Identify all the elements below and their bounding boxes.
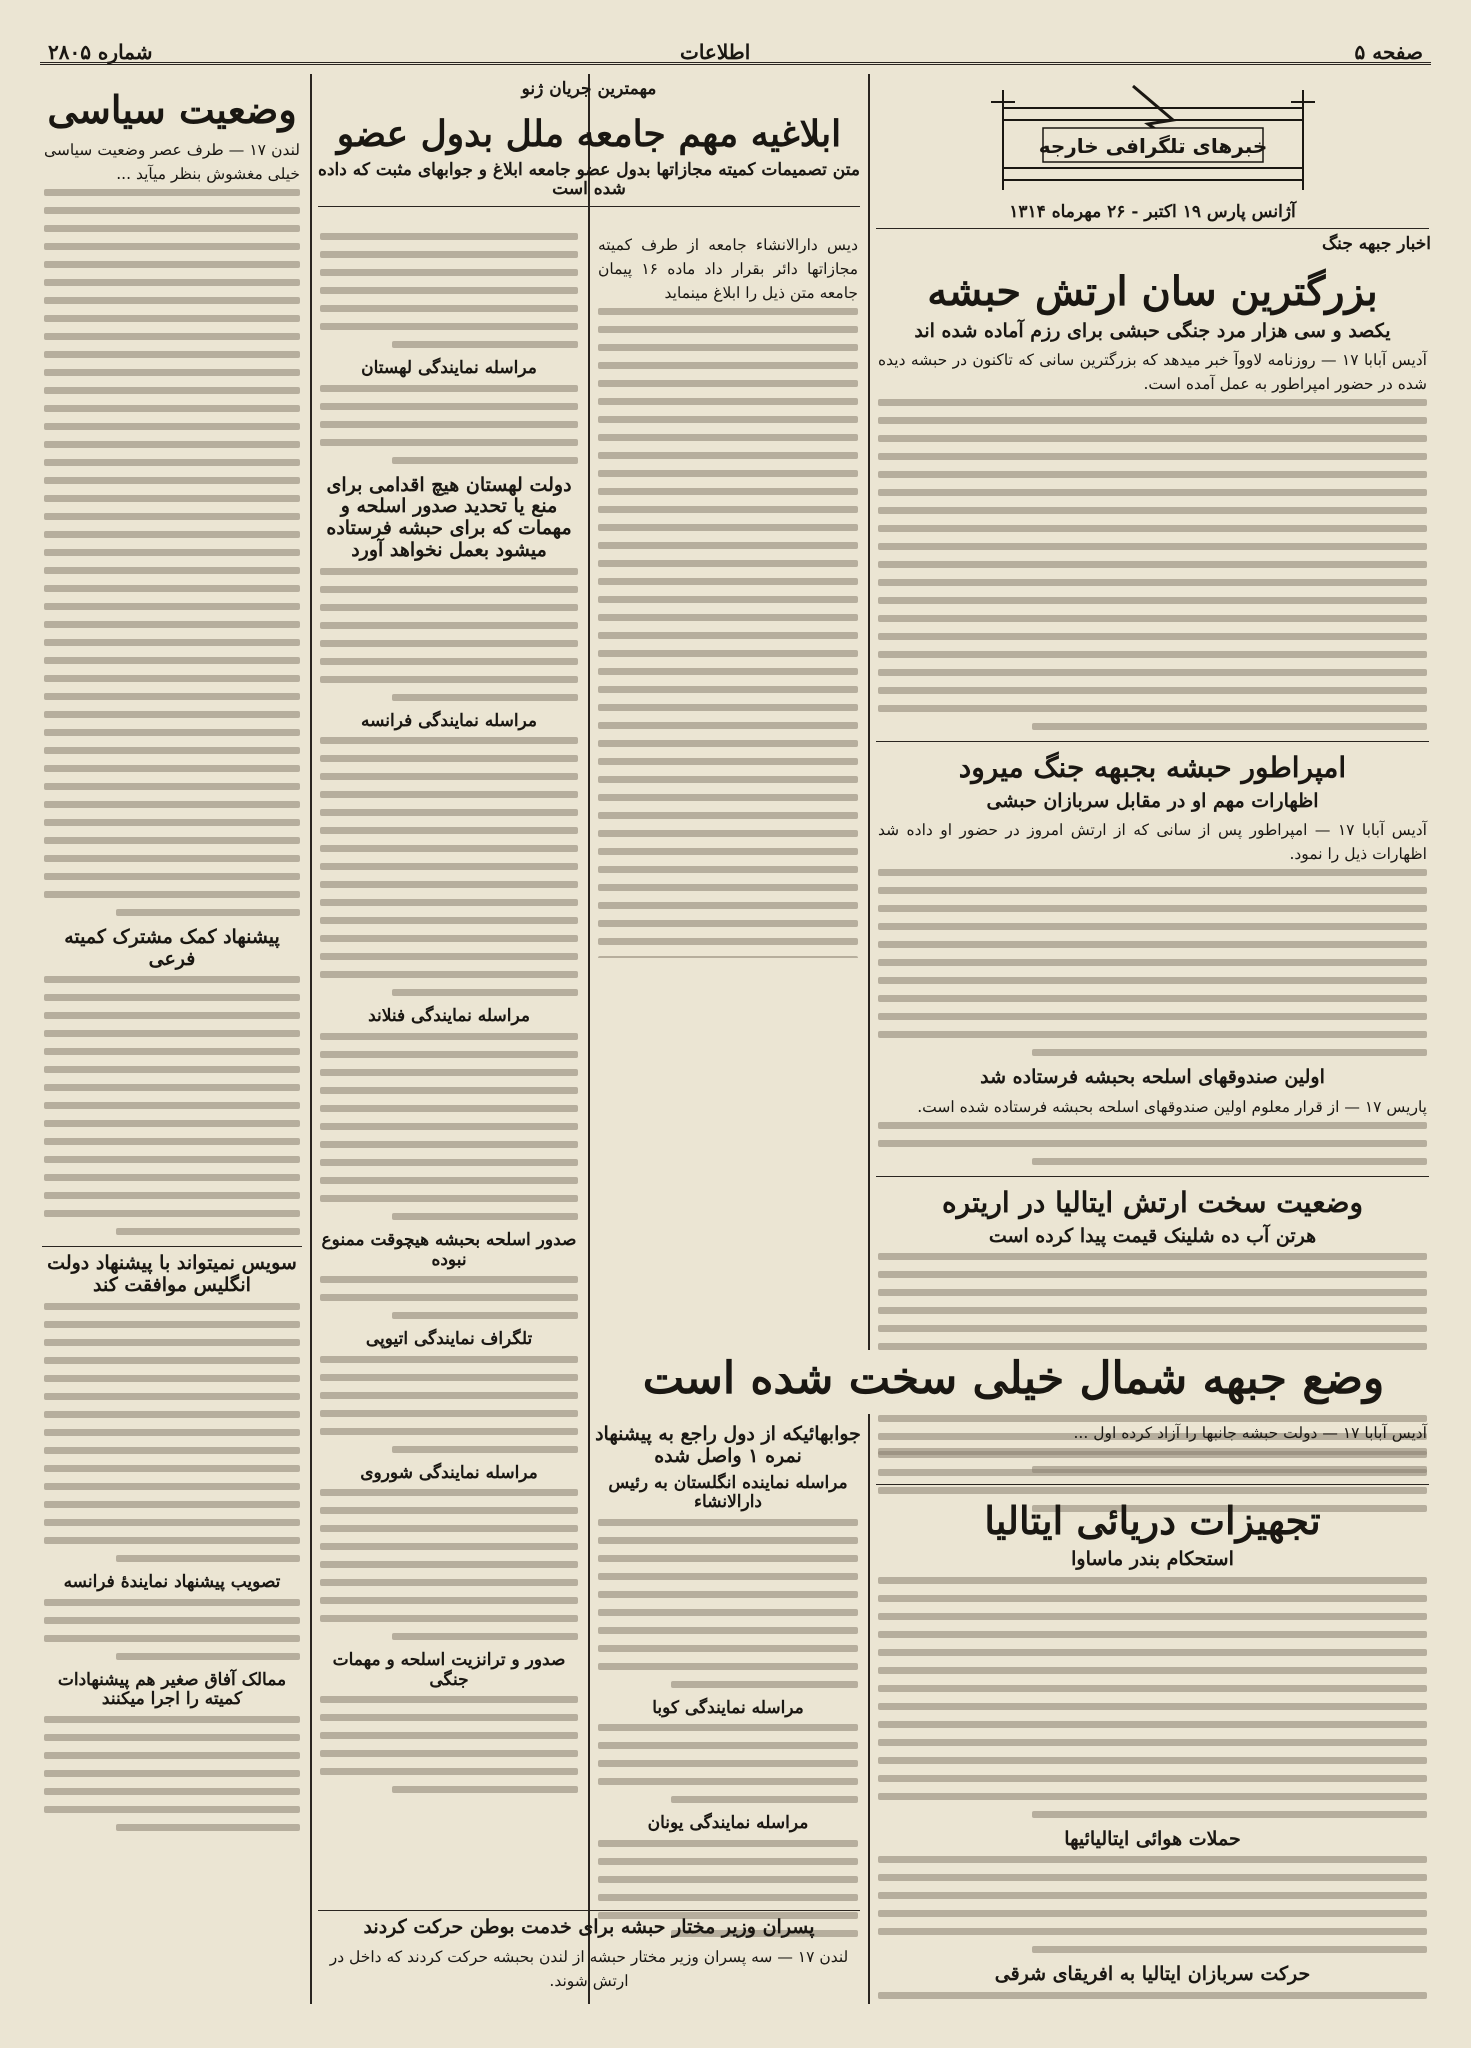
article-text: آدیس آبابا ۱۷ — امپراطور پس از سانی که از ارتش امروز در حضور او داده شد اظهارات ذیل را نمود. bbox=[878, 821, 1427, 864]
headline-poland-arms: دولت لهستان هیچ اقدامی برای منع یا تحدید صدور اسلحه و مهمات که برای حبشه فرستاده میشود بعمل نخواهد آورد bbox=[326, 473, 572, 562]
column-rule bbox=[588, 74, 590, 2004]
headline-troop-movements: حرکت سربازان ایتالیا به افریقای شرقی bbox=[994, 1963, 1311, 1986]
page-number: صفحه ۵ bbox=[1354, 40, 1423, 64]
issue-number: شماره ۲۸۰۵ bbox=[48, 40, 153, 64]
text-lines bbox=[44, 189, 300, 916]
headline-cuba-letter: مراسله نمایندگی کوبا bbox=[652, 1697, 804, 1718]
text-lines bbox=[320, 1033, 578, 1220]
text-lines bbox=[878, 1577, 1427, 1818]
text-lines bbox=[598, 308, 858, 958]
kicker: مهمترین جریان ژنو bbox=[521, 79, 657, 99]
headline-france-proposal: تصویب پیشنهاد نمایندۀ فرانسه bbox=[63, 1572, 281, 1593]
article-text: آدیس آبابا ۱۷ — روزنامه لاووآ خبر میدهد که بزرگترین سانی که تاکنون در حبشه دیده شده در حضور امپراطور به عمل آمده است. bbox=[878, 351, 1427, 394]
column-rule bbox=[868, 74, 870, 2004]
headline-greece-letter: مراسله نمایندگی یونان bbox=[647, 1813, 809, 1834]
middle-left-column bbox=[316, 230, 582, 1898]
text-lines bbox=[320, 233, 578, 348]
headline-northern-front: وضع جبهه شمال خیلی سخت شده است bbox=[642, 1353, 1385, 1404]
headline-abyssinia-army: بزرگترین سان ارتش حبشه bbox=[927, 267, 1378, 315]
headline-switzerland: سویس نمیتواند با پیشنهاد دولت انگلیس موافقت کند bbox=[47, 1252, 297, 1297]
subheadline: استحکام بندر ماساوا bbox=[1071, 1547, 1234, 1570]
text-lines bbox=[878, 1448, 1427, 1473]
text-lines bbox=[44, 1716, 300, 1831]
text-lines bbox=[320, 1276, 578, 1319]
telegraph-wires-icon bbox=[983, 80, 1323, 198]
text-lines bbox=[44, 1599, 300, 1660]
headline-arms-never-banned: صدور اسلحه بحبشه هیچوقت ممنوع نبوده bbox=[321, 1230, 577, 1270]
column-rule bbox=[310, 74, 312, 2004]
text-lines bbox=[320, 737, 578, 996]
text-lines bbox=[320, 1356, 578, 1453]
headline-joint-aid: پیشنهاد کمک مشترک کمیته فرعی bbox=[64, 925, 280, 970]
headline-arms-transit: صدور و ترانزیت اسلحه و مهمات جنگی bbox=[332, 1650, 566, 1690]
text-lines bbox=[44, 976, 300, 1235]
text-lines bbox=[320, 385, 578, 464]
wide-headline-box bbox=[596, 1350, 1431, 1414]
text-lines bbox=[44, 1303, 300, 1562]
headline-replies: جوابهائیکه از دول راجع به پیشنهاد نمره ۱ واصل شده bbox=[595, 1423, 861, 1467]
text-lines bbox=[878, 1992, 1427, 2004]
text-lines bbox=[878, 1122, 1427, 1165]
subheadline: یکصد و سی هزار مرد جنگی حبشی برای رزم آماده شده اند bbox=[914, 319, 1391, 342]
article-text: لندن ۱۷ — طرف عصر وضعیت سیاسی خیلی مغشوش بنظر میآید ... bbox=[44, 140, 300, 183]
headline-france-letter: مراسله نمایندگی فرانسه bbox=[360, 710, 538, 731]
headline-italian-navy: تجهیزات دریائی ایتالیا bbox=[984, 1498, 1321, 1544]
right-column-lower bbox=[874, 1418, 1431, 2004]
logo-title: خبرهای تلگرافی خارجه bbox=[1038, 134, 1267, 158]
headline-finland-letter: مراسله نمایندگی فنلاند bbox=[368, 1006, 530, 1027]
article-text: آدیس آبابا ۱۷ — دولت حبشه جانبها را آزاد کرده اول ... bbox=[1073, 1424, 1427, 1442]
headline-ethiopia-telegram: تلگراف نمایندگی اتیوپی bbox=[365, 1329, 533, 1350]
text-lines bbox=[598, 1519, 858, 1688]
deck: متن تصمیمات کمیته مجازاتها بدول عضو جامعه ابلاغ و جوابهای مثبت که داده شده است bbox=[318, 159, 860, 200]
bottom-strip bbox=[316, 1904, 862, 2000]
text-lines bbox=[878, 1856, 1427, 1953]
headline-uk-letter: مراسله نماینده انگلستان به رئیس دارالانشاء bbox=[608, 1472, 848, 1513]
section-label: اخبار جبهه جنگ bbox=[1321, 234, 1431, 254]
middle-right-column bbox=[594, 230, 862, 958]
article-text: پاریس ۱۷ — از قرار معلوم اولین صندوقهای اسلحه بحبشه فرستاده شده است. bbox=[917, 1098, 1427, 1117]
league-article-header bbox=[316, 74, 862, 213]
text-lines bbox=[878, 869, 1427, 1056]
headline-emperor-front: امپراطور حبشه بجبهه جنگ میرود bbox=[958, 751, 1347, 785]
dateline: آژانس پارس ۱۹ اکتبر - ۲۶ مهرماه ۱۳۱۴ bbox=[1009, 202, 1296, 222]
text-lines bbox=[320, 1696, 578, 1793]
article-text: دیس دارالانشاء جامعه از طرف کمیته مجازاتها دائر بقرار داد ماده ۱۶ پیمان جامعه متن ذیل را ابلاغ مینماید bbox=[598, 236, 858, 303]
headline-arms-shipments: اولین صندوقهای اسلحه بحبشه فرستاده شد bbox=[980, 1066, 1325, 1089]
headline-soviet-letter: مراسله نمایندگی شوروی bbox=[360, 1462, 538, 1483]
text-lines bbox=[320, 568, 578, 701]
headline-political-situation: وضعیت سیاسی bbox=[47, 87, 297, 132]
article-text: لندن ۱۷ — سه پسران وزیر مختار حبشه از لندن بحبشه حرکت کردند که داخل در ارتش شوند. bbox=[329, 1947, 849, 1990]
headline-eritrea: وضعیت سخت ارتش ایتالیا در اریتره bbox=[941, 1186, 1364, 1220]
headline-air-attacks: حملات هوائی ایتالیائیها bbox=[1064, 1827, 1241, 1850]
text-lines bbox=[598, 1724, 858, 1803]
headline-league-of-nations: ابلاغیه مهم جامعه ملل بدول عضو bbox=[336, 112, 842, 155]
subheadline: هرتن آب ده شلینک قیمت پیدا کرده است bbox=[988, 1224, 1317, 1247]
left-column bbox=[40, 74, 304, 2004]
headline-envoy-sons: پسران وزیر مختار حبشه برای خدمت بوطن حرکت کردند bbox=[363, 1916, 815, 1938]
masthead-rule bbox=[40, 62, 1431, 65]
text-lines bbox=[320, 1489, 578, 1640]
paper-name: اطلاعات bbox=[680, 40, 751, 64]
text-lines bbox=[878, 399, 1427, 730]
headline-poland-letter: مراسله نمایندگی لهستان bbox=[361, 358, 537, 378]
subheadline: اظهارات مهم او در مقابل سربازان حبشی bbox=[986, 789, 1319, 812]
headline-little-entente: ممالک آفاق صغیر هم پیشنهادات کمیته را اجرا میکنند bbox=[57, 1669, 287, 1710]
